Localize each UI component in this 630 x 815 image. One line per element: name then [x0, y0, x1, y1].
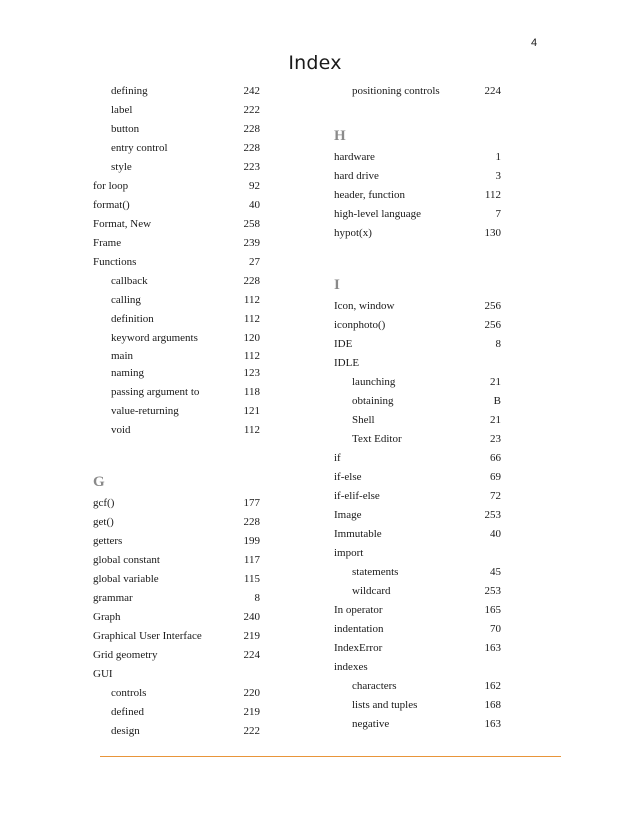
- index-subentry: [93, 158, 260, 177]
- index-entry: [334, 544, 501, 563]
- index-entry: [93, 494, 260, 513]
- index-subentry: [334, 430, 501, 449]
- index-subentry: [93, 364, 260, 383]
- index-subentry: [93, 272, 260, 291]
- index-subentry: [93, 310, 260, 329]
- entry-page: 199: [243, 535, 260, 547]
- index-subentry: [334, 563, 501, 582]
- entry-page: 222: [243, 104, 260, 116]
- section-gap: [334, 243, 501, 269]
- entry-page: 70: [490, 623, 501, 635]
- index-subentry: [334, 582, 501, 601]
- entry-page: 222: [243, 725, 260, 737]
- index-entry: [93, 570, 260, 589]
- entry-page: 8: [254, 592, 260, 604]
- index-subentry: [334, 82, 501, 101]
- entry-term: Immutable: [334, 528, 382, 540]
- entry-page: 92: [249, 180, 260, 192]
- entry-term: global constant: [93, 554, 160, 566]
- entry-page: 224: [243, 649, 260, 661]
- entry-term: label: [111, 104, 133, 116]
- index-entry: [334, 468, 501, 487]
- index-entry: [93, 177, 260, 196]
- entry-term: Image: [334, 509, 362, 521]
- entry-page: 72: [490, 490, 501, 502]
- index-letter-heading: G: [93, 474, 105, 490]
- entry-term: hypot(x): [334, 227, 372, 239]
- entry-page: 256: [484, 319, 501, 331]
- entry-page: 112: [243, 313, 260, 325]
- index-entry: [334, 639, 501, 658]
- entry-term: negative: [352, 718, 390, 730]
- entry-term: Frame: [93, 237, 122, 249]
- index-subentry: [93, 291, 260, 310]
- entry-page: 40: [490, 528, 501, 540]
- index-subentry: [334, 411, 501, 430]
- entry-term: iconphoto(): [334, 319, 386, 331]
- entry-term: high-level language: [334, 208, 422, 220]
- index-entry: [93, 513, 260, 532]
- entry-term: grammar: [93, 592, 133, 604]
- entry-page: 112: [243, 294, 260, 306]
- entry-term: keyword arguments: [111, 332, 198, 344]
- entry-term: if-else: [334, 471, 362, 483]
- entry-page: 21: [490, 414, 501, 426]
- entry-term: Format, New: [93, 218, 152, 230]
- entry-term: GUI: [93, 668, 113, 680]
- index-subentry: [334, 392, 501, 411]
- index-column-right: [334, 82, 501, 734]
- entry-term: characters: [352, 680, 397, 692]
- section-gap: [93, 440, 260, 466]
- entry-term: design: [111, 725, 140, 737]
- index-letter-heading: H: [334, 128, 346, 144]
- entry-page: 168: [484, 699, 501, 711]
- entry-term: void: [111, 424, 131, 436]
- index-entry: [334, 620, 501, 639]
- entry-page: 27: [249, 256, 260, 268]
- entry-page: 256: [484, 300, 501, 312]
- entry-page: 163: [484, 718, 501, 730]
- entry-term: Functions: [93, 256, 137, 268]
- index-subentry: [334, 373, 501, 392]
- entry-page: 219: [243, 706, 260, 718]
- entry-term: format(): [93, 199, 130, 211]
- entry-term: global variable: [93, 573, 159, 585]
- entry-term: Shell: [352, 414, 375, 426]
- index-entry: [334, 487, 501, 506]
- entry-term: Icon, window: [334, 300, 395, 312]
- entry-term: import: [334, 547, 364, 559]
- entry-term: gcf(): [93, 497, 115, 509]
- entry-term: Graphical User Interface: [93, 630, 202, 642]
- entry-term: IDLE: [334, 357, 360, 369]
- entry-page: 112: [484, 189, 501, 201]
- index-subentry: [93, 703, 260, 722]
- entry-page: 223: [243, 161, 260, 173]
- entry-term: value-returning: [111, 405, 179, 417]
- entry-term: indexes: [334, 661, 368, 673]
- entry-page: 118: [243, 386, 260, 398]
- index-letter-heading: I: [334, 277, 340, 293]
- footer-rule: [100, 756, 561, 757]
- entry-page: 242: [243, 85, 260, 97]
- entry-term: passing argument to: [111, 386, 200, 398]
- entry-term: if-elif-else: [334, 490, 380, 502]
- index-subentry: [93, 120, 260, 139]
- entry-page: 45: [490, 566, 501, 578]
- entry-page: 258: [243, 218, 260, 230]
- entry-page: 115: [243, 573, 260, 585]
- entry-page: 165: [484, 604, 501, 616]
- entry-page: 162: [484, 680, 501, 692]
- entry-term: getters: [93, 535, 123, 547]
- entry-page: 219: [243, 630, 260, 642]
- index-entry: [334, 601, 501, 620]
- entry-term: hard drive: [334, 170, 379, 182]
- entry-term: hardware: [334, 151, 375, 163]
- index-entry: [93, 532, 260, 551]
- entry-page: 228: [243, 516, 260, 528]
- index-entry: [334, 658, 501, 677]
- entry-term: calling: [111, 294, 141, 306]
- index-subentry: [334, 677, 501, 696]
- index-entry: [93, 234, 260, 253]
- index-entry: [93, 196, 260, 215]
- entry-term: IndexError: [334, 642, 383, 654]
- entry-term: main: [111, 350, 133, 362]
- entry-term: callback: [111, 275, 148, 287]
- index-subentry: [93, 101, 260, 120]
- entry-page: 7: [495, 208, 501, 220]
- entry-page: 177: [243, 497, 260, 509]
- entry-term: entry control: [111, 142, 168, 154]
- entry-term: Graph: [93, 611, 121, 623]
- entry-term: controls: [111, 687, 147, 699]
- index-entry: [93, 665, 260, 684]
- entry-term: In operator: [334, 604, 383, 616]
- index-subentry: [93, 421, 260, 440]
- entry-page: 224: [484, 85, 501, 97]
- entry-page: 8: [495, 338, 501, 350]
- index-entry: [334, 525, 501, 544]
- index-entry: [93, 646, 260, 665]
- entry-term: defining: [111, 85, 148, 97]
- section-gap: [334, 101, 501, 120]
- entry-page: 239: [243, 237, 260, 249]
- entry-term: statements: [352, 566, 399, 578]
- index-subentry: [93, 383, 260, 402]
- index-entry: [93, 551, 260, 570]
- index-entry: [334, 205, 501, 224]
- entry-page: 120: [243, 332, 260, 344]
- entry-term: definition: [111, 313, 154, 325]
- entry-page: 3: [495, 170, 501, 182]
- entry-page: B: [493, 395, 501, 407]
- index-entry: [93, 627, 260, 646]
- entry-term: positioning controls: [352, 85, 440, 97]
- index-subentry: [93, 82, 260, 101]
- entry-page: 220: [243, 687, 260, 699]
- entry-term: IDE: [334, 338, 353, 350]
- entry-term: Text Editor: [352, 433, 402, 445]
- entry-term: defined: [111, 706, 144, 718]
- entry-page: 117: [243, 554, 260, 566]
- entry-page: 40: [249, 199, 260, 211]
- entry-page: 130: [484, 227, 501, 239]
- entry-page: 253: [484, 585, 501, 597]
- entry-page: 66: [490, 452, 501, 464]
- entry-term: style: [111, 161, 132, 173]
- index-entry: [93, 253, 260, 272]
- entry-term: header, function: [334, 189, 406, 201]
- entry-term: get(): [93, 516, 114, 528]
- index-subentry: [93, 348, 260, 364]
- entry-term: lists and tuples: [352, 699, 418, 711]
- entry-page: 228: [243, 275, 260, 287]
- entry-term: if: [334, 452, 341, 464]
- entry-page: 228: [243, 123, 260, 135]
- entry-page: 240: [243, 611, 260, 623]
- index-entry: [334, 335, 501, 354]
- index-subentry: [93, 402, 260, 421]
- entry-term: Grid geometry: [93, 649, 158, 661]
- entry-page: 228: [243, 142, 260, 154]
- index-subentry: [93, 722, 260, 741]
- entry-term: for loop: [93, 180, 129, 192]
- entry-term: wildcard: [352, 585, 391, 597]
- index-entry: [334, 354, 501, 373]
- entry-page: 21: [490, 376, 501, 388]
- entry-page: 23: [490, 433, 501, 445]
- entry-page: 163: [484, 642, 501, 654]
- index-entry: [93, 608, 260, 627]
- index-entry: [93, 215, 260, 234]
- index-entry: [334, 224, 501, 243]
- index-entry: [334, 316, 501, 335]
- entry-term: indentation: [334, 623, 384, 635]
- entry-page: 112: [243, 424, 260, 436]
- entry-page: 112: [243, 350, 260, 362]
- entry-page: 69: [490, 471, 501, 483]
- entry-term: naming: [111, 367, 144, 379]
- index-subentry: [334, 715, 501, 734]
- entry-page: 121: [243, 405, 260, 417]
- index-entry: [334, 297, 501, 316]
- index-subentry: [334, 696, 501, 715]
- index-subentry: [93, 329, 260, 348]
- entry-page: 1: [495, 151, 501, 163]
- index-entry: [334, 148, 501, 167]
- page-title: Index: [288, 52, 342, 74]
- index-entry: [334, 167, 501, 186]
- index-entry: [334, 186, 501, 205]
- index-subentry: [93, 684, 260, 703]
- entry-term: button: [111, 123, 140, 135]
- page-number: 4: [531, 37, 538, 49]
- entry-term: launching: [352, 376, 396, 388]
- index-column-left: [93, 82, 260, 741]
- entry-term: obtaining: [352, 395, 394, 407]
- entry-page: 253: [484, 509, 501, 521]
- index-entry: [334, 506, 501, 525]
- index-entry: [334, 449, 501, 468]
- index-subentry: [93, 139, 260, 158]
- index-entry: [93, 589, 260, 608]
- entry-page: 123: [243, 367, 260, 379]
